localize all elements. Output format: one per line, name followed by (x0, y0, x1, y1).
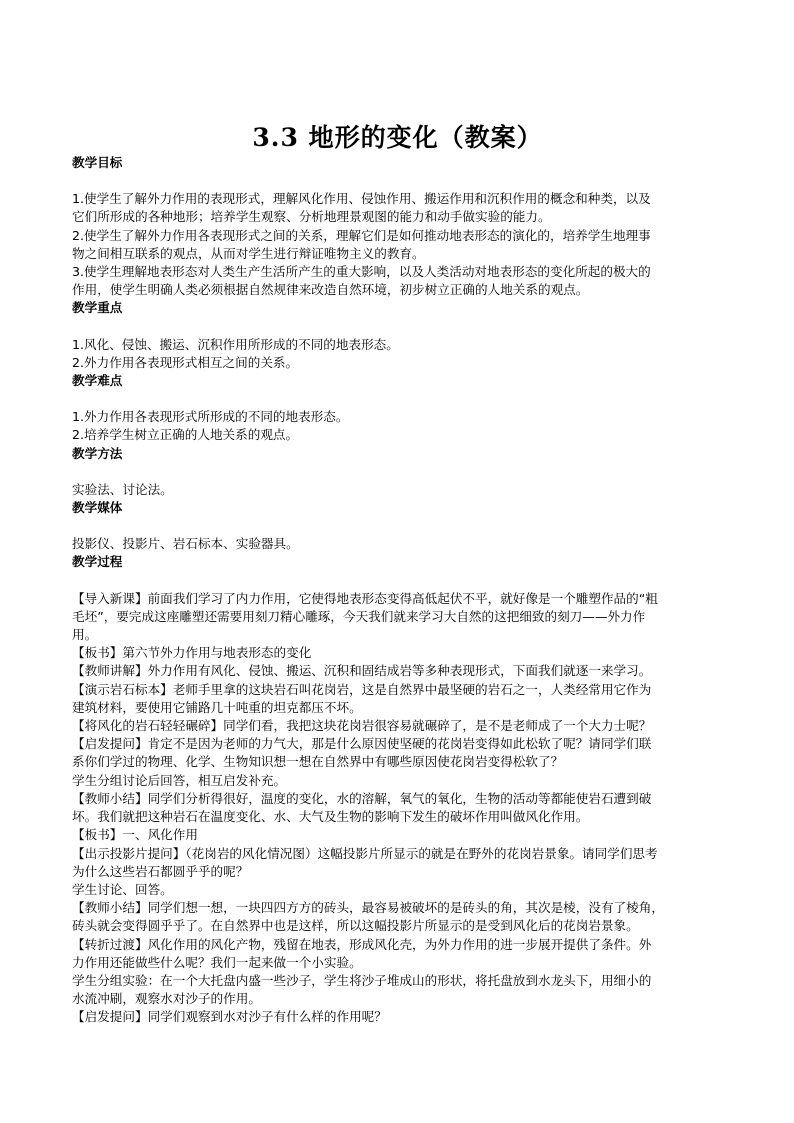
process-line: 【启发提问】肯定不是因为老师的力气大，那是什么原因使坚硬的花岗岩变得如此松软了呢？请同学们联 (72, 736, 652, 752)
section-heading-process: 教学过程 (72, 554, 123, 570)
process-line: 【转折过渡】风化作用的风化产物，残留在地表，形成风化壳，为外力作用的进一步展开提供了条件。外 (72, 936, 652, 952)
goals-line: 作用，使学生明确人类必须根据自然规律来改造自然环境，初步树立正确的人地关系的观点。 (72, 282, 589, 298)
process-line: 【教师小结】同学们想一想，一块四四方方的砖头，最容易被破坏的是砖头的角，其次是棱，没有了棱角， (72, 900, 664, 916)
goals-line: 3.使学生理解地表形态对人类生产生活所产生的重大影响，以及人类活动对地表形态的变化所起的极大的 (72, 264, 651, 280)
section-heading-key: 教学重点 (72, 300, 123, 316)
document-title: 3.3 地形的变化（教案） (252, 123, 543, 152)
goals-line: 物之间相互联系的观点，从而对学生进行辩证唯物主义的教育。 (72, 245, 425, 261)
process-line: 毛坯”，要完成这座雕塑还需要用刻刀精心雕琢，今天我们就来学习大自然的这把细致的刻刀——外力作 (72, 608, 646, 624)
process-line: 【板书】第六节外力作用与地表形态的变化 (72, 645, 312, 661)
process-line: 力作用还能做些什么呢？我们一起来做一个小实验。 (72, 954, 362, 970)
process-line: 系你们学过的物理、化学、生物知识想一想在自然界中有哪些原因使花岗岩变得松软了？ (72, 754, 564, 770)
process-line: 【演示岩石标本】老师手里拿的这块岩石叫花岗岩，这是自然界中最坚硬的岩石之一，人类经常用它作为 (72, 681, 652, 697)
goals-line: 1.使学生了解外力作用的表现形式，理解风化作用、侵蚀作用、搬运作用和沉积作用的概念和种类，以及 (72, 191, 651, 207)
process-line: 为什么这些岩石都圆乎乎的呢？ (72, 863, 249, 879)
section-heading-difficulty: 教学难点 (72, 373, 123, 389)
process-line: 【导入新课】前面我们学习了内力作用，它使得地表形态变得高低起伏不平，就好像是一个雕塑作品的“粗 (72, 590, 658, 606)
section-heading-method: 教学方法 (72, 445, 123, 461)
process-line: 【板书】一、风化作用 (72, 827, 198, 843)
process-line: 坏。我们就把这种岩石在温度变化、水、大气及生物的影响下发生的破坏作用叫做风化作用。 (72, 809, 589, 825)
difficulty-line: 1.外力作用各表现形式所形成的不同的地表形态。 (72, 409, 349, 425)
section-heading-media: 教学媒体 (72, 500, 123, 516)
process-line: 学生分组讨论后回答，相互启发补充。 (72, 772, 287, 788)
process-line: 水流冲刷，观察水对沙子的作用。 (72, 991, 261, 1007)
media-line: 投影仪、投影片、岩石标本、实验器具。 (72, 536, 299, 552)
process-line: 【将风化的岩石轻轻碾碎】同学们看，我把这块花岗岩很容易就碾碎了，是不是老师成了一个大力士呢？ (72, 718, 652, 734)
process-line: 【启发提问】同学们观察到水对沙子有什么样的作用呢？ (72, 1009, 387, 1025)
process-line: 学生讨论、回答。 (72, 881, 173, 897)
difficulty-line: 2.培养学生树立正确的人地关系的观点。 (72, 427, 299, 443)
process-line: 砖头就会变得圆乎乎了。在自然界中也是这样，所以这幅投影片所显示的是受到风化后的花岗岩景象。 (72, 918, 639, 934)
process-line: 学生分组实验：在一个大托盘内盛一些沙子，学生将沙子堆成山的形状，将托盘放到水龙头下，用细小的 (72, 972, 652, 988)
document-body (72, 154, 723, 1027)
method-line: 实验法、讨论法。 (72, 481, 173, 497)
process-line: 【教师小结】同学们分析得很好，温度的变化，水的溶解，氧气的氧化，生物的活动等都能使岩石遭到破 (72, 790, 652, 806)
key-line: 1.风化、侵蚀、搬运、沉积作用所形成的不同的地表形态。 (72, 336, 399, 352)
goals-line: 它们所形成的各种地形；培养学生观察、分析地理景观图的能力和动手做实验的能力。 (72, 209, 551, 225)
process-line: 【教师讲解】外力作用有风化、侵蚀、搬运、沉积和固结成岩等多种表现形式，下面我们就逐一来学习。 (72, 663, 652, 679)
process-line: 建筑材料，要使用它铺路几十吨重的坦克都压不坏。 (72, 699, 362, 715)
section-heading-goals: 教学目标 (72, 155, 123, 170)
process-line: 【出示投影片提问】（花岗岩的风化情况图）这幅投影片所显示的就是在野外的花岗岩景象。请同学们思考 (72, 845, 658, 861)
process-line: 用。 (72, 627, 98, 643)
goals-line: 2.使学生了解外力作用各表现形式之间的关系，理解它们是如何推动地表形态的演化的，培养学生地理事 (72, 227, 651, 243)
key-line: 2.外力作用各表现形式相互之间的关系。 (72, 354, 299, 370)
